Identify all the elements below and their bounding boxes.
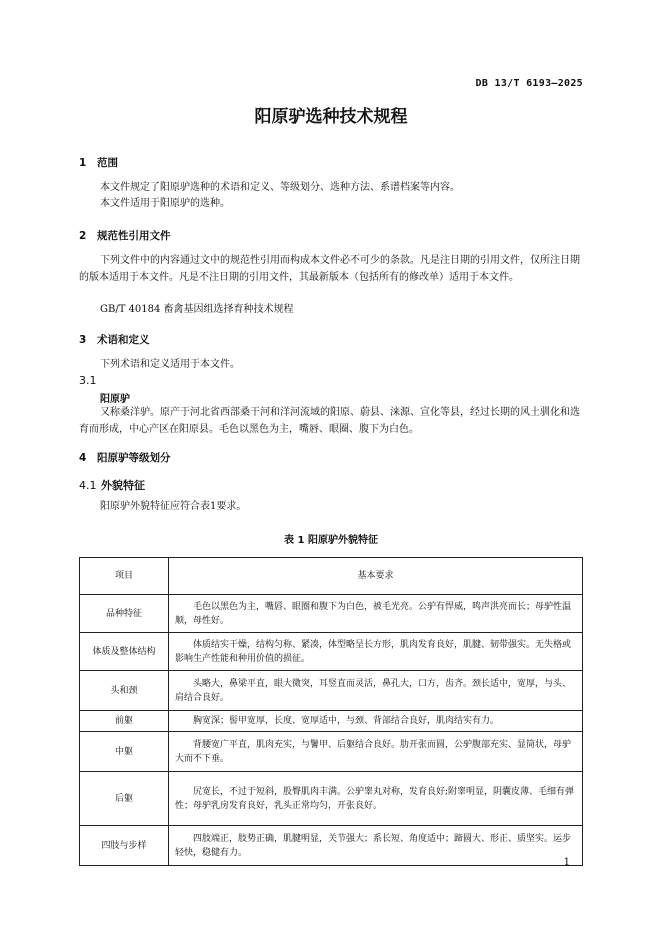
row-requirement: 四肢端正，肢势正确，肌腱明显，关节强大；系长短、角度适中；蹄圆大、形正、质坚实。运步轻快，稳健有力。 bbox=[169, 826, 583, 866]
page-number: 1 bbox=[563, 857, 570, 868]
table-header-row bbox=[80, 558, 583, 595]
section-1-para-1: 本文件规定了阳原驴选种的术语和定义、等级划分、选种方法、系谱档案等内容。 bbox=[100, 182, 460, 193]
section-2-heading bbox=[79, 228, 171, 243]
row-requirement: 毛色以黑色为主，嘴唇、眼圈和腹下为白色，被毛光亮。公驴有悍威，鸣声洪亮而长；母驴性温顺，母性好。 bbox=[169, 595, 583, 633]
section-4-heading bbox=[79, 450, 171, 465]
term-name: 阳原驴 bbox=[100, 394, 130, 405]
row-item: 体质及整体结构 bbox=[80, 633, 169, 671]
section-2-para-1: 下列文件中的内容通过文中的规范性引用而构成本文件必不可少的条款。凡是注日期的引用文件，仅所注日期的版本适用于本文件。凡是不注日期的引用文件，其最新版本（包括所有的修改单）适用于本文件。 bbox=[79, 255, 580, 283]
section-3-intro: 下列术语和定义适用于本文件。 bbox=[100, 359, 240, 370]
row-item: 前躯 bbox=[80, 711, 169, 732]
section-3-heading bbox=[79, 332, 150, 347]
section-title: 范围 bbox=[97, 157, 118, 169]
row-requirement: 背腰宽广平直，肌肉充实，与鬐甲、后躯结合良好。肋开张而圆，公驴腹部充实、显筒状，母驴大而不下垂。 bbox=[169, 732, 583, 772]
row-requirement: 体质结实干燥，结构匀称、紧凑，体型略呈长方形，肌肉发育良好，肌腱、韧带强实。无失格或影响生产性能和种用价值的损征。 bbox=[169, 633, 583, 671]
section-4-1-para: 阳原驴外貌特征应符合表1要求。 bbox=[100, 501, 247, 512]
row-requirement: 胸宽深；髻甲宽厚，长度、宽厚适中，与颈、背部结合良好，肌肉结实有力。 bbox=[169, 711, 583, 732]
section-title: 术语和定义 bbox=[97, 334, 150, 346]
row-item: 品种特征 bbox=[80, 595, 169, 633]
section-number: 3 bbox=[79, 334, 87, 346]
table-row bbox=[80, 826, 583, 866]
section-1-para-2: 本文件适用于阳原驴的选种。 bbox=[100, 198, 230, 209]
row-item: 后躯 bbox=[80, 772, 169, 826]
section-number: 2 bbox=[79, 230, 87, 242]
table-row bbox=[80, 595, 583, 633]
appearance-table bbox=[79, 557, 583, 866]
table-row bbox=[80, 732, 583, 772]
section-1-heading bbox=[79, 155, 118, 170]
document-title: 阳原驴选种技术规程 bbox=[254, 107, 408, 127]
table-row bbox=[80, 711, 583, 732]
section-number: 1 bbox=[79, 157, 87, 169]
table-row bbox=[80, 671, 583, 711]
table-row bbox=[80, 633, 583, 671]
section-2-reference: GB/T 40184 畜禽基因组选择育种技术规程 bbox=[100, 304, 294, 315]
row-item: 头和颈 bbox=[80, 671, 169, 711]
section-title: 规范性引用文件 bbox=[97, 230, 171, 242]
row-item: 中躯 bbox=[80, 732, 169, 772]
section-number: 4 bbox=[79, 452, 87, 464]
header-item: 项目 bbox=[80, 558, 169, 595]
table-caption: 表 1 阳原驴外貌特征 bbox=[284, 535, 378, 546]
row-requirement: 尻宽长，不过于短斜，股臀肌肉丰满。公驴睾丸对称，发育良好;附睾明显，阴囊皮薄、毛细有弹性；母驴乳房发育良好，乳头正常均匀，开张良好。 bbox=[169, 772, 583, 826]
standard-code: DB 13/T 6193—2025 bbox=[475, 78, 583, 89]
row-requirement: 头略大，鼻梁平直，眼大微突，耳竖直而灵活，鼻孔大，口方，齿齐。颈长适中，宽厚，与头、肩结合良好。 bbox=[169, 671, 583, 711]
subsection-3-1-number: 3.1 bbox=[79, 374, 97, 387]
term-definition: 又称桑洋驴。原产于河北省西部桑干河和洋河流域的阳原、蔚县、涞源、宣化等县，经过长期的风土驯化和选育而形成，中心产区在阳原县。毛色以黑色为主，嘴唇、眼圈、腹下为白色。 bbox=[79, 407, 580, 435]
table-row bbox=[80, 772, 583, 826]
row-item: 四肢与步样 bbox=[80, 826, 169, 866]
header-requirement: 基本要求 bbox=[169, 558, 583, 595]
subsection-4-1-heading: 4.1 外貌特征 bbox=[79, 479, 145, 492]
section-title: 阳原驴等级划分 bbox=[97, 452, 171, 464]
